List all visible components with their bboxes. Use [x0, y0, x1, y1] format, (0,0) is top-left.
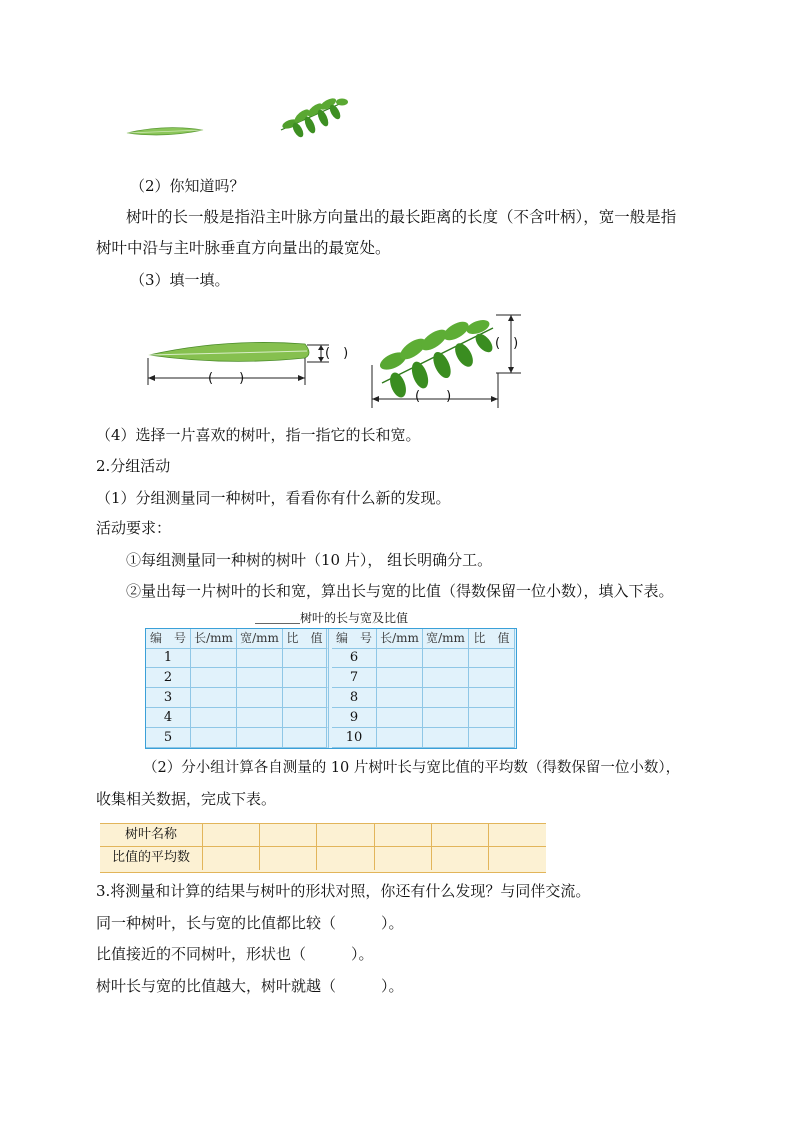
table1-entry-cell[interactable] — [423, 668, 469, 688]
table1-header-cell: 长/mm — [191, 629, 237, 649]
compound-length-blank[interactable]: ( ) — [415, 389, 452, 404]
table1-id-cell: 5 — [146, 728, 191, 748]
table1-entry-cell[interactable] — [237, 668, 283, 688]
table2-cell[interactable] — [489, 824, 546, 847]
table1-entry-cell[interactable] — [237, 708, 283, 728]
table1-entry-cell[interactable] — [237, 688, 283, 708]
table1-entry-cell[interactable] — [237, 728, 283, 748]
activity-2-title: 2.分组活动 — [96, 457, 171, 475]
part-3-title: 3.将测量和计算的结果与树叶的形状对照，你还有什么发现？与同伴交流。 — [96, 882, 591, 900]
willow-length-blank[interactable]: ( ) — [208, 371, 245, 386]
table1-entry-cell[interactable] — [191, 668, 237, 688]
table1-entry-cell[interactable] — [469, 708, 515, 728]
table1-entry-cell[interactable] — [423, 648, 469, 668]
table2-cell[interactable] — [317, 847, 375, 870]
activity-requirements-title: 活动要求： — [96, 519, 172, 537]
table2-cell[interactable] — [260, 847, 317, 870]
table1-id-cell: 8 — [332, 688, 377, 708]
table2-row2-label: 比值的平均数 — [100, 847, 203, 870]
table1-caption-rule — [255, 623, 300, 624]
q2-line-1: （2）分小组计算各自测量的 10 片树叶长与宽比值的平均数（得数保留一位小数）， — [143, 760, 681, 776]
definition-line-1: 树叶的长一般是指沿主叶脉方向量出的最长距离的长度（不含叶柄），宽一般是指 — [126, 208, 677, 226]
compound-width-blank[interactable]: ( ) — [495, 336, 519, 351]
section-2-2-label: （2）你知道吗？ — [130, 177, 245, 195]
table1-id-cell: 6 — [332, 648, 377, 668]
section-2-4-label: （4）选择一片喜欢的树叶，指一指它的长和宽。 — [96, 426, 421, 444]
part-3-statement-3: 树叶长与宽的比值越大，树叶就越（ ）。 — [96, 977, 404, 995]
table1-entry-cell[interactable] — [283, 648, 329, 668]
table1-header-cell: 编 号 — [332, 629, 377, 649]
table1-header-cell: 比 值 — [283, 629, 329, 649]
table1-entry-cell[interactable] — [423, 708, 469, 728]
table2-cell[interactable] — [260, 824, 317, 847]
ratio-average-table — [100, 823, 546, 873]
part-3-statement-2: 比值接近的不同树叶，形状也（ ）。 — [96, 945, 374, 963]
table1-entry-cell[interactable] — [191, 728, 237, 748]
table1-entry-cell[interactable] — [191, 648, 237, 668]
table1-id-cell: 7 — [332, 668, 377, 688]
table1-entry-cell[interactable] — [283, 728, 329, 748]
table1-id-cell: 9 — [332, 708, 377, 728]
table2-cell[interactable] — [375, 824, 432, 847]
table1-entry-cell[interactable] — [283, 708, 329, 728]
table1-entry-cell[interactable] — [237, 648, 283, 668]
table2-cell[interactable] — [375, 847, 432, 870]
table1-header-cell: 长/mm — [377, 629, 423, 649]
compound-leaf-image-small — [278, 96, 348, 136]
table1-id-cell: 3 — [146, 688, 191, 708]
table1-entry-cell[interactable] — [283, 668, 329, 688]
willow-leaf-image-small — [125, 124, 205, 138]
table2-cell[interactable] — [203, 824, 260, 847]
table1-entry-cell[interactable] — [469, 668, 515, 688]
table1-entry-cell[interactable] — [283, 688, 329, 708]
table1-entry-cell[interactable] — [423, 728, 469, 748]
activity-requirement-2: ②量出每一片树叶的长和宽，算出长与宽的比值（得数保留一位小数），填入下表。 — [126, 582, 674, 600]
table1-id-cell: 2 — [146, 668, 191, 688]
table1-header-cell: 编 号 — [146, 629, 191, 649]
table1-entry-cell[interactable] — [469, 728, 515, 748]
definition-line-2: 树叶中沿与主叶脉垂直方向量出的最宽处。 — [96, 239, 391, 257]
table1-entry-cell[interactable] — [377, 668, 423, 688]
activity-requirement-1: ①每组测量同一种树的树叶（10 片）， 组长明确分工。 — [126, 551, 493, 569]
table1-header-cell: 宽/mm — [423, 629, 469, 649]
table1-entry-cell[interactable] — [377, 728, 423, 748]
leaf-measure-table — [145, 628, 517, 749]
table1-entry-cell[interactable] — [423, 688, 469, 708]
table1-entry-cell[interactable] — [377, 708, 423, 728]
table2-cell[interactable] — [203, 847, 260, 870]
activity-2-q1: （1）分组测量同一种树叶，看看你有什么新的发现。 — [96, 489, 451, 507]
table2-row1-label: 树叶名称 — [100, 824, 203, 847]
table1-id-cell: 10 — [332, 728, 377, 748]
table1-entry-cell[interactable] — [469, 648, 515, 668]
table1-entry-cell[interactable] — [191, 688, 237, 708]
table1-id-cell: 4 — [146, 708, 191, 728]
table2-cell[interactable] — [489, 847, 546, 870]
table2-cell[interactable] — [317, 824, 375, 847]
table1-header-cell: 宽/mm — [237, 629, 283, 649]
table1-entry-cell[interactable] — [469, 688, 515, 708]
table1-caption: 树叶的长与宽及比值 — [300, 611, 409, 625]
section-2-3-label: （3）填一填。 — [130, 271, 230, 289]
table1-id-cell: 1 — [146, 648, 191, 668]
table1-entry-cell[interactable] — [377, 648, 423, 668]
q2-line-2: 收集相关数据，完成下表。 — [96, 790, 277, 808]
part-3-statement-1: 同一种树叶，长与宽的比值都比较（ ）。 — [96, 914, 404, 932]
table2-cell[interactable] — [432, 847, 489, 870]
table1-header-cell: 比 值 — [469, 629, 515, 649]
willow-width-blank[interactable]: ( ) — [325, 346, 349, 361]
table1-entry-cell[interactable] — [191, 708, 237, 728]
table1-entry-cell[interactable] — [377, 688, 423, 708]
table2-cell[interactable] — [432, 824, 489, 847]
